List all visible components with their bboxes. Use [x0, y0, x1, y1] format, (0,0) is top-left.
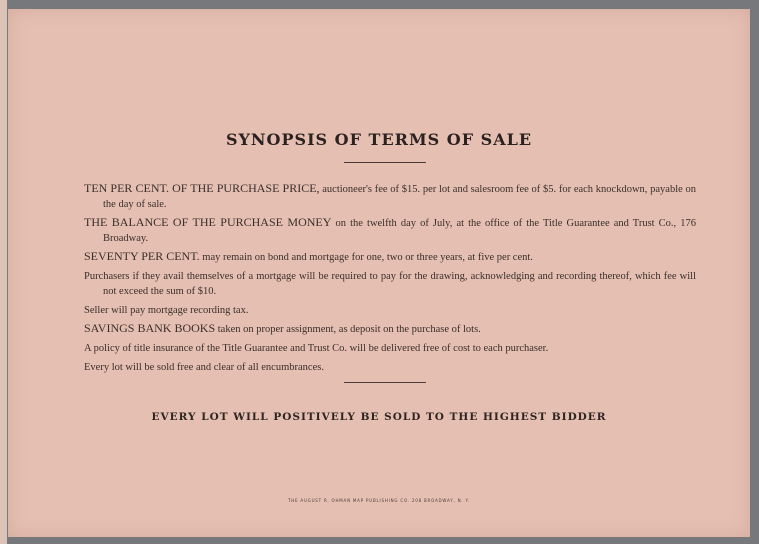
term-item — [84, 268, 696, 299]
term-text: on the twelfth day of July, at the office of the Title Guarantee and Trust Co., 176 Broadway. — [103, 218, 697, 244]
term-text: auctioneer's fee of $15. per lot and salesroom fee of $5. for each knockdown, payable on the day of sale. — [103, 184, 697, 210]
term-lead: TEN PER CENT. OF THE PURCHASE PRICE, — [84, 181, 320, 195]
term-text: Purchasers if they avail themselves of a mortgage will be required to pay for the drawing, acknowledging and recording thereof, which fee will not exceed the sum of $10. — [84, 271, 696, 297]
facing-page-edge — [0, 0, 7, 544]
term-lead: SEVENTY PER CENT. — [84, 249, 200, 263]
title-divider — [344, 162, 426, 163]
terms-list — [84, 181, 696, 378]
term-item — [84, 340, 696, 356]
term-item — [84, 302, 696, 318]
closing-divider — [344, 382, 426, 383]
term-text: may remain on bond and mortgage for one, two or three years, at five per cent. — [199, 252, 533, 263]
term-text: Seller will pay mortgage recording tax. — [84, 305, 249, 316]
term-item — [84, 215, 696, 246]
document-title: SYNOPSIS OF TERMS OF SALE — [225, 130, 533, 149]
term-item — [84, 249, 696, 265]
term-item — [84, 181, 696, 212]
term-text: taken on proper assignment, as deposit on the purchase of lots. — [215, 324, 481, 335]
document-page — [8, 9, 750, 537]
term-item — [84, 321, 696, 337]
term-text: Every lot will be sold free and clear of all encumbrances. — [84, 362, 324, 373]
term-lead: SAVINGS BANK BOOKS — [84, 321, 216, 335]
closing-statement: EVERY LOT WILL POSITIVELY BE SOLD TO THE HIGHEST BIDDER — [151, 411, 607, 423]
term-item — [84, 359, 696, 375]
term-text: A policy of title insurance of the Title Guarantee and Trust Co. will be delivered free of cost to each purchaser. — [84, 343, 549, 354]
publisher-imprint: THE AUGUST R. OHMAN MAP PUBLISHING CO. 208 BROADWAY, N. Y. — [287, 498, 471, 503]
term-lead: THE BALANCE OF THE PURCHASE MONEY — [84, 215, 332, 229]
